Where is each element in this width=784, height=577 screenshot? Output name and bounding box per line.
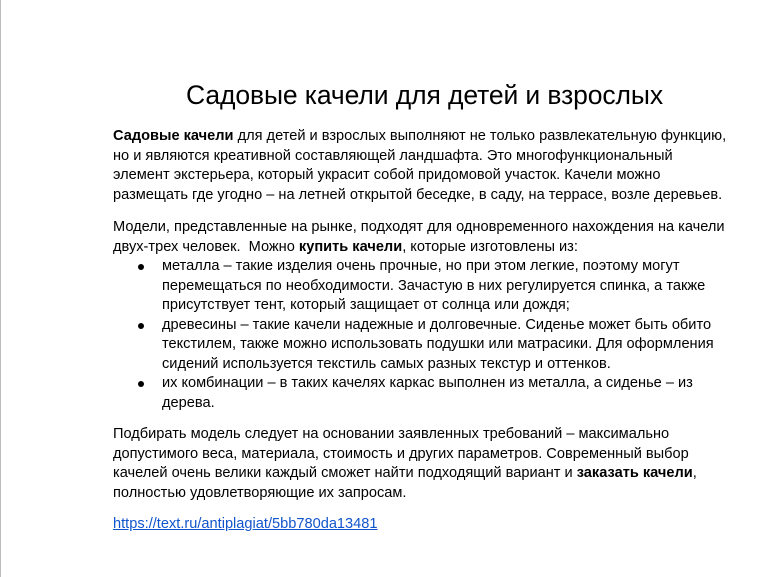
page-left-border (0, 0, 1, 577)
selection-paragraph (113, 425, 743, 503)
intro-paragraph (113, 127, 743, 205)
intro-line-2: но и являются креативной составляющей ландшафта. Это многофункциональный (113, 147, 673, 164)
bullet-icon (138, 264, 144, 270)
models-line-2: двух-трех человек. Можно купить качели, которые изготовлены из: (113, 238, 578, 255)
antiplagiat-link[interactable]: https://text.ru/antiplagiat/5bb780da13481 (113, 516, 378, 532)
bold-keyword-sadovye-kacheli: Садовые качели (113, 128, 234, 144)
bullet-icon (138, 381, 144, 387)
list-item-metal: металла – такие изделия очень прочные, но при этом легкие, поэтому могут перемещаться по необходимости. Зачастую в них регулируется спинка, а также присутствует тент, который защищает от солнца или дождя; (113, 257, 714, 316)
bold-keyword-zakazat-kacheli: заказать качели (576, 465, 693, 481)
intro-line-3: элемент экстерьера, который украсит собой придомовой участок. Качели можно (113, 167, 661, 183)
selection-line-3: качелей очень велики каждый сможет найти подходящий вариант и заказать качели, (113, 465, 697, 481)
selection-line-1: Подбирать модель следует на основании заявленных требований – максимально (113, 426, 670, 442)
intro-line-1: Садовые качели для детей и взрослых выполняют не только развлекательную функцию, (113, 128, 727, 144)
list-item-wood: древесины – такие качели надежные и долговечные. Сиденье может быть обито текстилем, также можно использовать подушки или матрасики. Для оформления сидений используется текстиль самых разных текстур и оттенков. (113, 316, 714, 375)
materials-list (113, 257, 714, 413)
intro-line-4: размещать где угодно – на летней открытой беседке, в саду, на террасе, возле деревьев. (113, 186, 723, 203)
models-paragraph (113, 218, 743, 257)
bold-keyword-kupit-kacheli: купить качели (298, 238, 403, 255)
list-item-combination: их комбинации – в таких качелях каркас выполнен из металла, а сиденье – из дерева. (113, 374, 714, 413)
selection-line-4: полностью удовлетворяющие их запросам. (113, 484, 407, 501)
bullet-icon (138, 323, 144, 329)
models-line-1: Модели, представленные на рынке, подходят для одновременного нахождения на качели (113, 219, 725, 235)
document-title: Садовые качели для детей и взрослых (186, 80, 664, 110)
selection-line-2: допустимого веса, материала, стоимость и других параметров. Современный выбор (113, 445, 689, 462)
